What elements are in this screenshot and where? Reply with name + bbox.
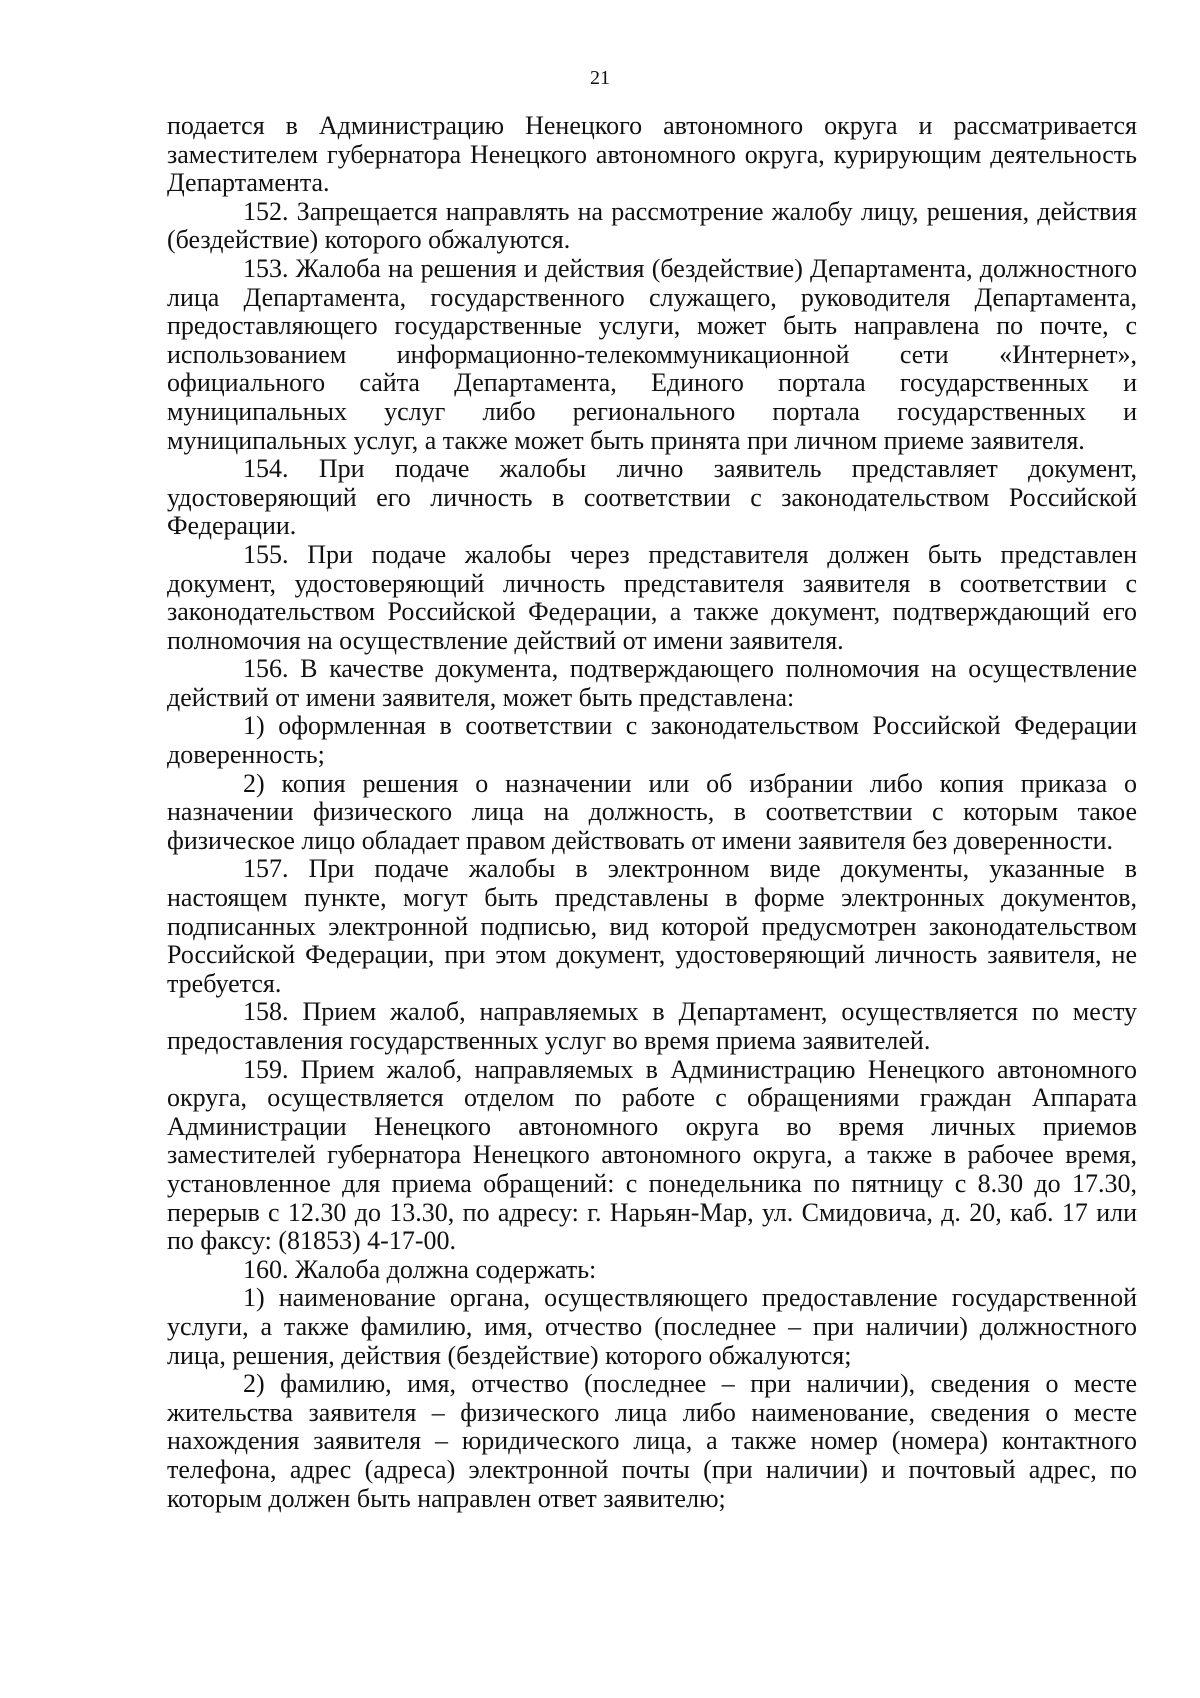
paragraph: 155. При подаче жалобы через представителя должен быть представлен документ, удостоверяющий личность представителя заявителя в соответствии с законодательством Российской Федерации, а также документ, подтверждающий его полномочия на осуществление действий от имени заявителя.	[167, 539, 1137, 655]
paragraph: 153. Жалоба на решения и действия (бездействие) Департамента, должностного лица Департамента, государственного служащего, руководителя Департамента, предоставляющего государственные услуги, может быть направлена по почте, с использованием информационно-телекоммуникационной сети «Интернет», официального сайта Департамента, Единого портала государственных и муниципальных услуг либо регионального портала государственных и муниципальных услуг, а также может быть принята при личном приеме заявителя.	[167, 253, 1137, 455]
page-number: 21	[590, 67, 610, 89]
paragraph: 154. При подаче жалобы лично заявитель представляет документ, удостоверяющий его личность в соответствии с законодательством Российской Федерации.	[167, 454, 1137, 541]
paragraph: 157. При подаче жалобы в электронном виде документы, указанные в настоящем пункте, могут быть представлены в форме электронных документов, подписанных электронной подписью, вид которой предусмотрен законодательством Российской Федерации, при этом документ, удостоверяющий личность заявителя, не требуется.	[167, 854, 1137, 998]
paragraph: 152. Запрещается направлять на рассмотрение жалобу лицу, решения, действия (бездействие) которого обжалуются.	[167, 196, 1137, 255]
list-item: 2) фамилию, имя, отчество (последнее – при наличии), сведения о месте жительства заявителя – физического лица либо наименование, сведения о месте нахождения заявителя – юридического лица, а также номер (номера) контактного телефона, адрес (адреса) электронной почты (при наличии) и почтовый адрес, по которым должен быть направлен ответ заявителю;	[167, 1369, 1137, 1513]
list-item: 1) оформленная в соответствии с законодательством Российской Федерации доверенность;	[167, 711, 1137, 770]
paragraph: 160. Жалоба должна содержать:	[243, 1254, 597, 1284]
list-item: 2) копия решения о назначении или об избрании либо копия приказа о назначении физического лица на должность, в соответствии с которым такое физическое лицо обладает правом действовать от имени заявителя без доверенности.	[167, 768, 1137, 855]
paragraph: 156. В качестве документа, подтверждающего полномочия на осуществление действий от имени заявителя, может быть представлена:	[167, 654, 1137, 712]
paragraph: подается в Администрацию Ненецкого автономного округа и рассматривается заместителем губернатора Ненецкого автономного округа, курирующим деятельность Департамента.	[167, 111, 1137, 198]
paragraph: 159. Прием жалоб, направляемых в Администрацию Ненецкого автономного округа, осуществляется отделом по работе с обращениями граждан Аппарата Администрации Ненецкого автономного округа во время личных приемов заместителей губернатора Ненецкого автономного округа, а также в рабочее время, установленное для приема обращений: с понедельника по пятницу с 8.30 до 17.30, перерыв с 12.30 до 13.30, по адресу: г. Нарьян-Мар, ул. Смидовича, д. 20, каб. 17 или по факсу: (81853) 4-17-00.	[167, 1054, 1137, 1256]
document-body	[167, 112, 1137, 1513]
paragraph: 158. Прием жалоб, направляемых в Департамент, осуществляется по месту предоставления государственных услуг во время приема заявителей.	[167, 997, 1137, 1055]
list-item: 1) наименование органа, осуществляющего предоставление государственной услуги, а также фамилию, имя, отчество (последнее – при наличии) должностного лица, решения, действия (бездействие) которого обжалуются;	[167, 1283, 1137, 1370]
